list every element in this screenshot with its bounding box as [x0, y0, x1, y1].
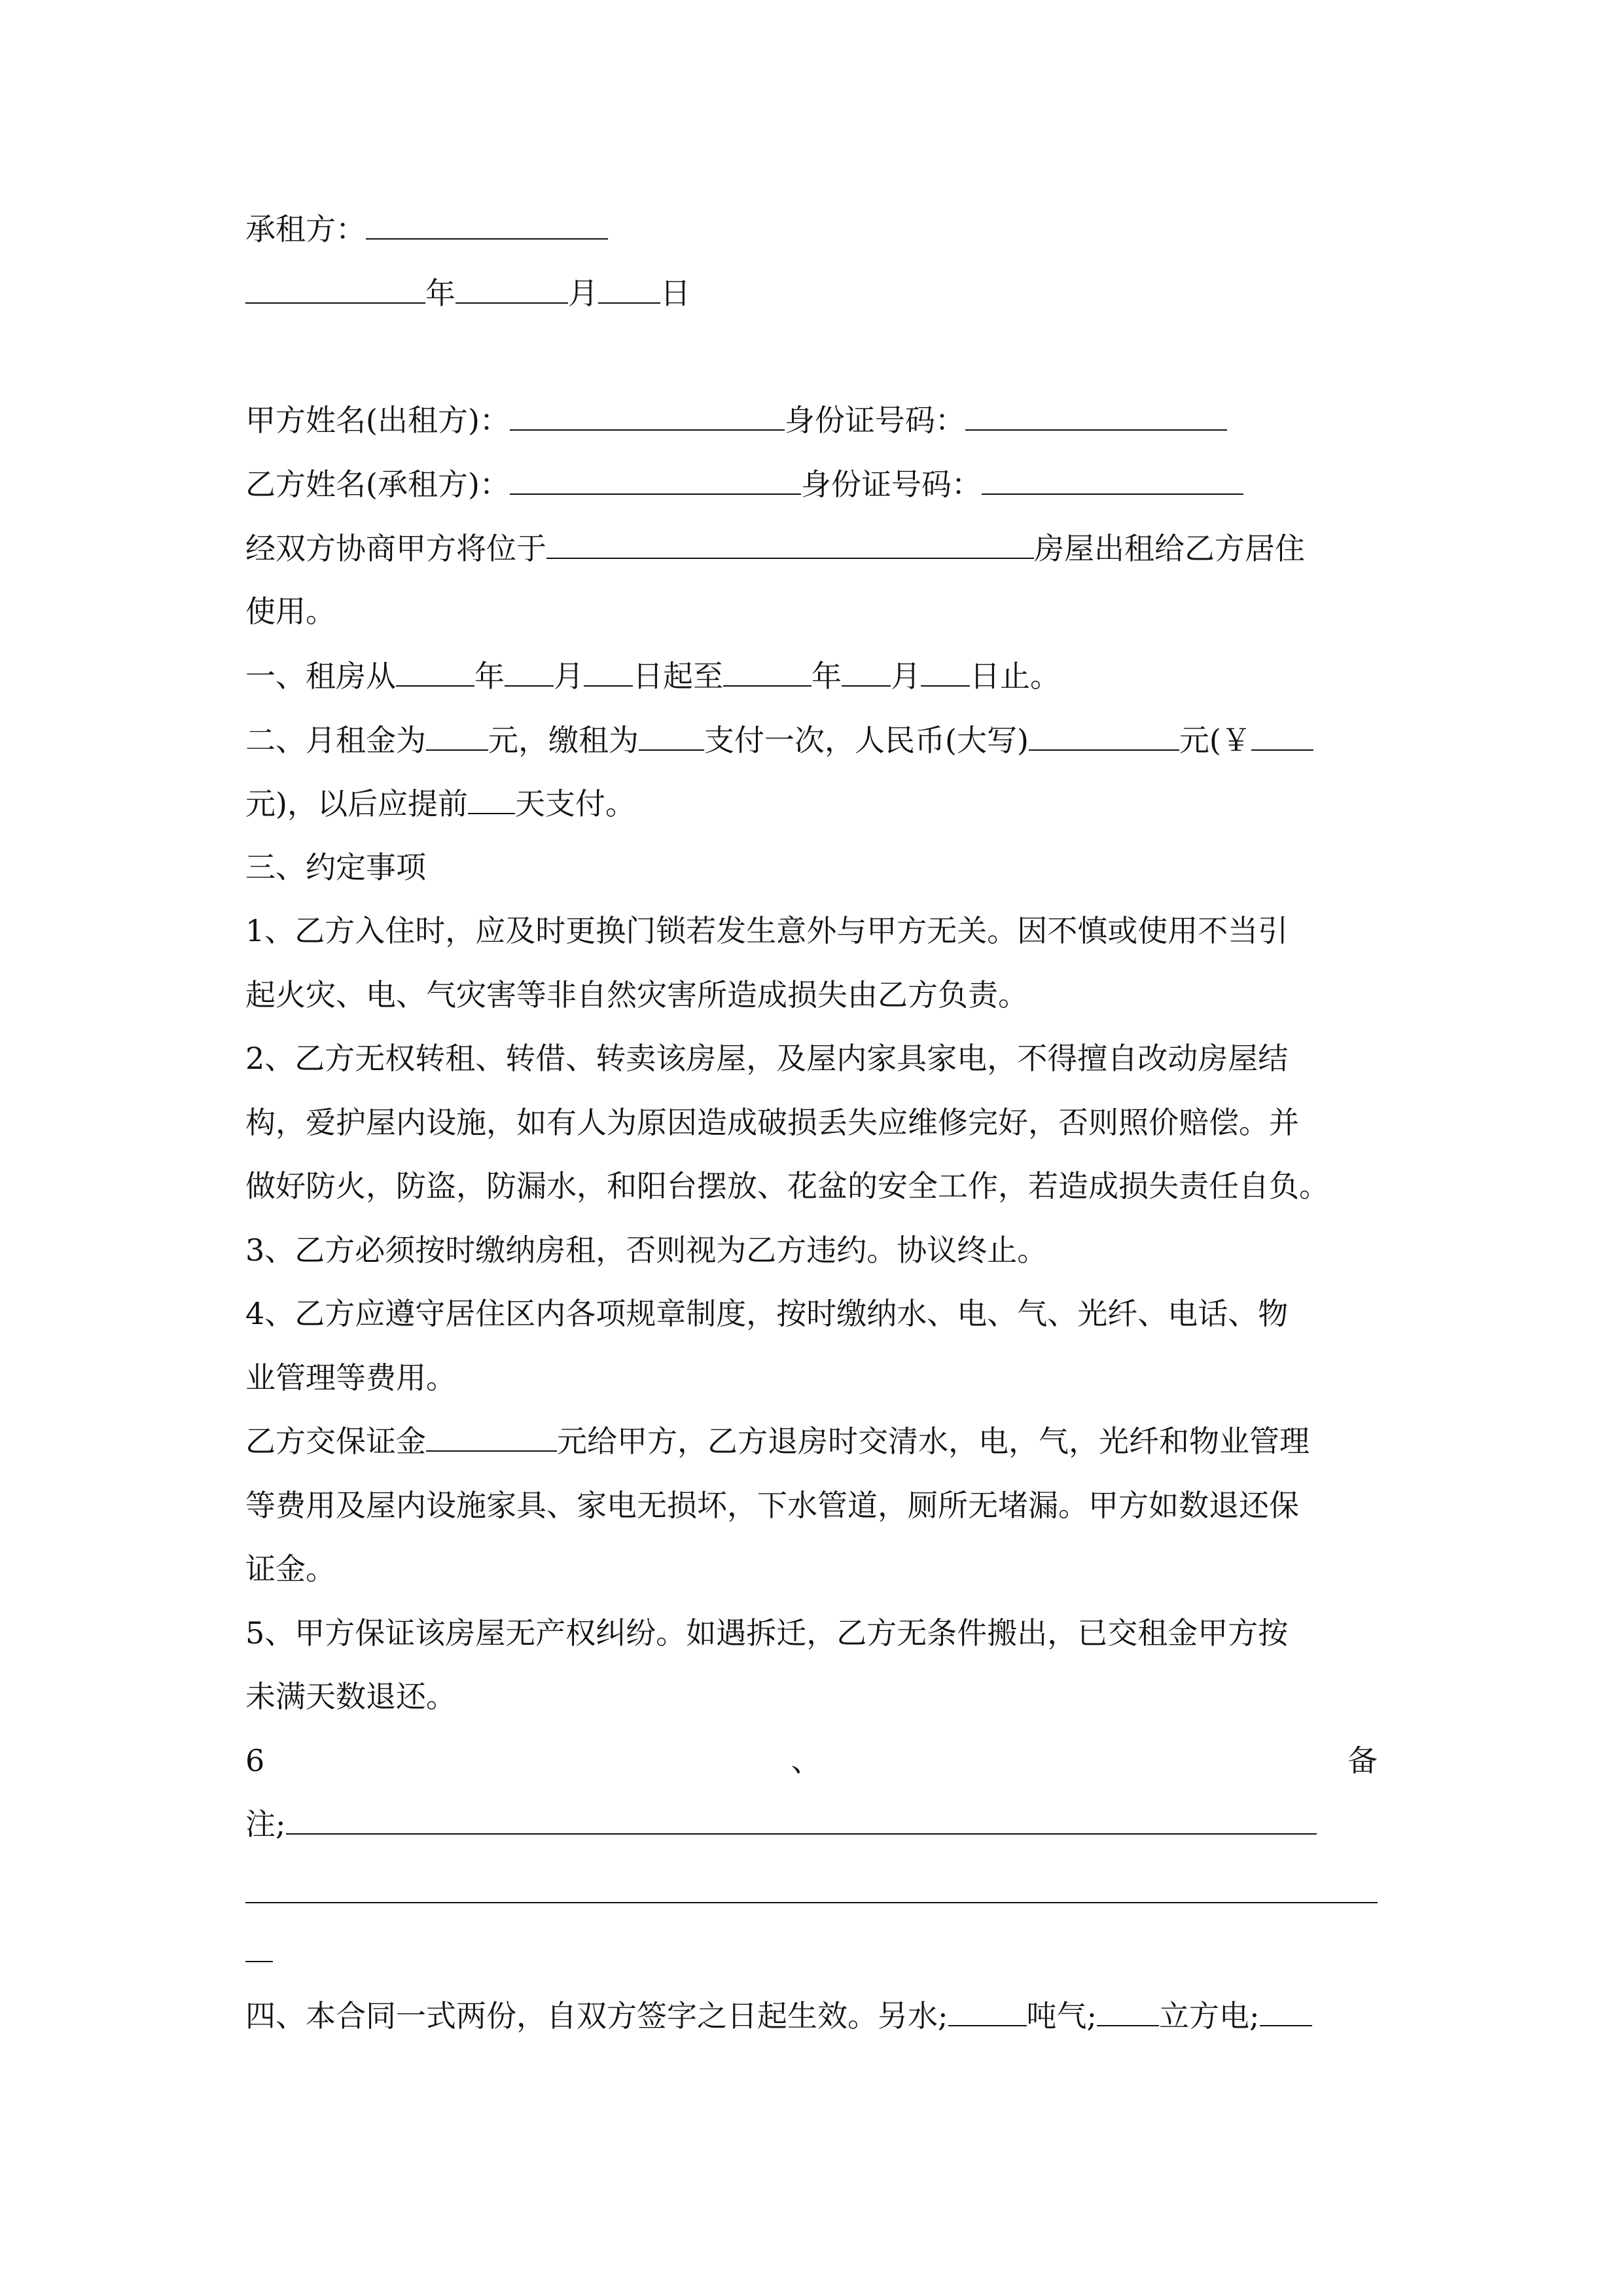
item-6-line	[245, 1741, 1378, 1780]
item-4-line-1: 4、乙方应遵守居住区内各项规章制度，按时缴纳水、电、气、光纤、电话、物	[245, 1296, 1289, 1331]
yen-amount-blank[interactable]	[1251, 723, 1313, 751]
notes-blank-full-line[interactable]	[245, 1902, 1378, 1903]
year-label: 年	[425, 276, 455, 311]
end-month-blank[interactable]	[842, 659, 891, 687]
item-2-line-3: 做好防火，防盗，防漏水，和阳台摆放、花盆的安全工作，若造成损失责任自负。	[245, 1168, 1329, 1204]
start-month-blank[interactable]	[505, 659, 554, 687]
item-1-line-2: 起火灾、电、气灾害等非自然灾害所造成损失由乙方负责。	[245, 977, 1028, 1013]
item-6-number: 6	[245, 1743, 265, 1778]
rent-amount-blank[interactable]	[426, 723, 488, 751]
lessee-line	[245, 209, 1378, 249]
clause-2-rent-label: 二、月租金为	[245, 723, 426, 758]
location-blank[interactable]	[546, 531, 1034, 559]
start-year-label: 年	[474, 658, 505, 694]
intro-suffix: 房屋出租给乙方居住	[1034, 531, 1305, 566]
party-b-name-label: 乙方姓名(承租方)：	[245, 467, 510, 502]
deposit-amount-blank[interactable]	[426, 1424, 557, 1452]
notes-tail-blank[interactable]	[245, 1935, 273, 1962]
day-label: 日	[660, 276, 690, 311]
item-5-line-1: 5、甲方保证该房屋无产权纠纷。如遇拆迁，乙方无条件搬出，已交租金甲方按	[245, 1615, 1289, 1651]
intro-line-1	[245, 529, 1378, 568]
clause-1-start: 一、租房从	[245, 658, 396, 694]
party-b-id-label: 身份证号码：	[800, 467, 982, 502]
clause-2-days-label: 天支付。	[514, 786, 635, 821]
item-6-remark-char: 备	[1347, 1743, 1378, 1778]
deposit-label: 乙方交保证金	[245, 1424, 426, 1459]
end-day-label: 日止。	[970, 658, 1060, 694]
deposit-line-3: 证金。	[245, 1551, 336, 1587]
clause-2-yen-label: 元(￥	[1179, 723, 1251, 758]
party-a-name-label: 甲方姓名(出租方)：	[245, 403, 510, 438]
clause-4-electric-label: 立方电;	[1159, 1998, 1260, 2034]
clause-1-line	[245, 656, 1378, 696]
deposit-line-2: 等费用及屋内设施家具、家电无损坏，下水管道，厕所无堵漏。甲方如数退还保	[245, 1488, 1299, 1523]
gas-blank[interactable]	[1097, 1999, 1159, 2026]
item-3: 3、乙方必须按时缴纳房租，否则视为乙方违约。协议终止。	[245, 1232, 1048, 1268]
date-line	[245, 274, 1378, 313]
clause-4-line	[245, 1996, 1378, 2036]
deposit-terms: 元给甲方，乙方退房时交清水，电，气，光纤和物业管理	[557, 1424, 1310, 1459]
party-b-id-blank[interactable]	[982, 467, 1243, 495]
year-blank[interactable]	[245, 276, 425, 304]
item-4-line-2: 业管理等费用。	[245, 1360, 456, 1395]
item-2-line-2: 构，爱护屋内设施，如有人为原因造成破损丢失应维修完好，否则照价赔偿。并	[245, 1105, 1299, 1140]
notes-label: 注;	[245, 1806, 286, 1842]
clause-2-line-2	[245, 784, 1378, 823]
end-year-label: 年	[812, 658, 842, 694]
clause-3-title: 三、约定事项	[245, 850, 426, 885]
month-blank[interactable]	[455, 276, 568, 304]
party-a-line	[245, 401, 1378, 440]
water-blank[interactable]	[948, 1999, 1027, 2026]
month-label: 月	[568, 276, 598, 311]
start-month-label: 月	[554, 658, 584, 694]
party-a-id-blank[interactable]	[965, 403, 1227, 431]
electric-blank[interactable]	[1260, 1999, 1312, 2026]
clause-4-water-label: 四、本合同一式两份，自双方签字之日起生效。另水;	[245, 1998, 948, 2034]
end-year-blank[interactable]	[723, 659, 812, 687]
deposit-line-1	[245, 1422, 1378, 1461]
start-day-blank[interactable]	[584, 659, 633, 687]
lessee-label: 承租方：	[245, 211, 366, 247]
notes-line	[245, 1804, 1378, 1844]
item-6-separator: 、	[791, 1743, 821, 1778]
party-a-name-blank[interactable]	[510, 403, 785, 431]
day-blank[interactable]	[598, 276, 660, 304]
lessee-blank[interactable]	[366, 212, 608, 240]
item-5-line-2: 未满天数退还。	[245, 1679, 456, 1714]
clause-2-pay-label: 元，缴租为	[488, 723, 639, 758]
intro-line-2: 使用。	[245, 594, 336, 629]
clause-2-rmb-label: 支付一次，人民币(大写)	[704, 723, 1029, 758]
party-b-line	[245, 465, 1378, 504]
clause-4-gas-label: 吨气;	[1026, 1998, 1097, 2034]
party-b-name-blank[interactable]	[510, 467, 801, 495]
item-1-line-1: 1、乙方入住时，应及时更换门锁若发生意外与甲方无关。因不慎或使用不当引	[245, 913, 1289, 948]
clause-2-advance-label: 元)，以后应提前	[245, 786, 468, 821]
rmb-upper-blank[interactable]	[1029, 723, 1179, 751]
notes-tail-line	[245, 1932, 1378, 1971]
notes-blank[interactable]	[286, 1807, 1317, 1835]
end-month-label: 月	[891, 658, 921, 694]
start-year-blank[interactable]	[396, 659, 474, 687]
item-2-line-1: 2、乙方无权转租、转借、转卖该房屋，及屋内家具家电，不得擅自改动房屋结	[245, 1041, 1289, 1076]
intro-prefix: 经双方协商甲方将位于	[245, 531, 546, 566]
end-day-blank[interactable]	[921, 659, 970, 687]
start-day-label: 日起至	[633, 658, 723, 694]
clause-2-line-1	[245, 721, 1378, 760]
advance-days-blank[interactable]	[468, 787, 515, 814]
party-a-id-label: 身份证号码：	[784, 403, 965, 438]
pay-period-blank[interactable]	[639, 723, 704, 751]
